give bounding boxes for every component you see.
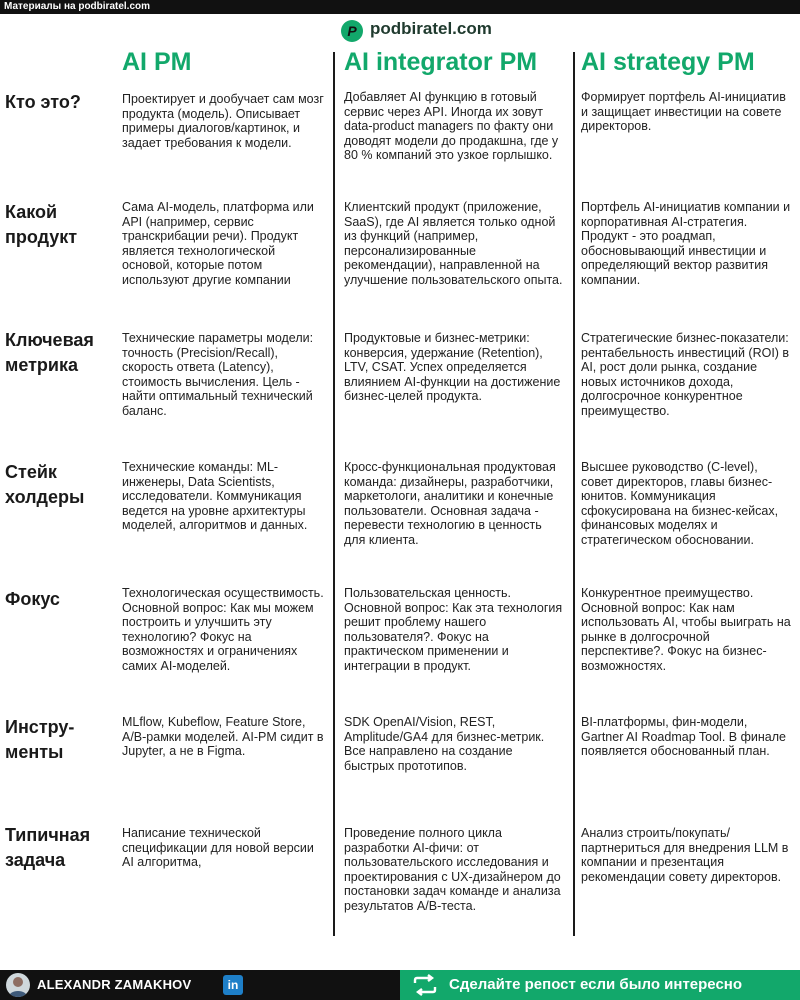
row-label-task: Типичная задача: [5, 825, 91, 870]
cell-stakeholders-ai-pm: Технические команды: ML-инженеры, Data Scientists, исследователи. Коммуникация ведется на уровне архитектуры моделей, алгоритмов и данных.: [122, 460, 308, 533]
cell-stakeholders-strategy: Высшее руководство (C-level), совет директоров, главы бизнес-юнитов. Коммуникация сфокусирована на бизнес-кейсах, финансовых моделях и стратегическом обосновании.: [581, 460, 779, 547]
column-divider: [573, 52, 575, 936]
podbiratel-logo-icon: [341, 20, 363, 42]
top-banner: [0, 0, 800, 14]
cell-who-strategy: Формирует портфель AI-инициатив и защищает инвестиции на совете директоров.: [581, 90, 786, 134]
row-label-focus: Фокус: [5, 589, 60, 609]
row-label-stakeholders: Стейк холдеры: [5, 462, 85, 507]
cell-task-integrator: Проведение полного цикла разработки AI-фичи: от пользовательского исследования и проектирования с UX-дизайнером до постановки задач команде и анализа результатов A/B-теста.: [344, 826, 561, 913]
cell-product-integrator: Клиентский продукт (приложение, SaaS), где AI является только одной из функций (например, персонализированные рекомендации), направленной на улучшение пользовательского опыта.: [344, 200, 563, 287]
cell-tools-strategy: BI-платформы, фин-модели, Gartner AI Roadmap Tool. В финале появляется обоснованный план.: [581, 715, 786, 759]
cell-task-ai-pm: Написание технической спецификации для новой версии AI алгоритма,: [122, 826, 314, 870]
row-label-who: Кто это?: [5, 92, 81, 112]
logo-letter: P: [347, 23, 357, 39]
top-banner-text: Материалы на podbiratel.com: [4, 1, 151, 12]
author-name: ALEXANDR ZAMAKHOV: [37, 977, 192, 992]
repost-cta-text: Сделайте репост если было интересно: [449, 976, 743, 993]
repost-icon: [412, 974, 438, 996]
cell-product-ai-pm: Сама AI-модель, платформа или API (например, сервис транскрибации речи). Продукт является технологической основой, которые потом используют другие компании: [122, 200, 314, 287]
cell-metric-ai-pm: Технические параметры модели: точность (Precision/Recall), скорость ответа (Latency), стоимость вычисления. Цель - найти оптимальный технический баланс.: [122, 331, 314, 418]
cell-task-strategy: Анализ строить/покупать/партнериться для внедрения LLM в компании и презентация рекомендации совету директоров.: [581, 826, 789, 884]
linkedin-glyph: in: [227, 978, 239, 992]
linkedin-icon[interactable]: [223, 975, 243, 995]
brand-header: [0, 18, 800, 44]
avatar: [6, 973, 30, 997]
cell-who-ai-pm: Проектирует и дообучает сам мозг продукта (модель). Описывает примеры диалогов/картинок, и задает требования к модели.: [122, 92, 324, 150]
cell-focus-ai-pm: Технологическая осуществимость. Основной вопрос: Как мы можем построить и улучшить эту технологию? Фокус на возможностях и ограничениях самих AI-моделей.: [122, 586, 324, 673]
column-title-ai-pm: AI PM: [122, 48, 192, 76]
repost-bar[interactable]: [400, 970, 800, 1000]
author-bar: [0, 970, 400, 1000]
cell-focus-strategy: Конкурентное преимущество. Основной вопрос: Как нам использовать AI, чтобы выиграть на рынке в долгосрочной перспективе?. Фокус на бизнес-возможностях.: [581, 586, 791, 673]
cell-product-strategy: Портфель AI-инициатив компании и корпоративная AI-стратегия. Продукт - это роадмап, обосновывающий инвестиции и определяющий вектор развития компании.: [581, 200, 791, 287]
column-title-ai-integrator-pm: AI integrator PM: [344, 48, 538, 76]
row-label-metric: Ключевая метрика: [5, 330, 94, 375]
row-label-product: Какой продукт: [5, 202, 78, 247]
cell-metric-strategy: Стратегические бизнес-показатели: рентабельность инвестиций (ROI) в AI, рост доли рынка, создание новых источников дохода, долгосрочное конкурентное преимущество.: [581, 331, 790, 418]
cell-focus-integrator: Пользовательская ценность. Основной вопрос: Как эта технология решит проблему нашего пользователя?. Фокус на практическом применении и интеграции в продукт.: [344, 586, 563, 673]
brand-name: podbiratel.com: [370, 19, 492, 38]
cell-who-integrator: Добавляет AI функцию в готовый сервис через API. Иногда их зовут data-product managers по факту они доводят модели до продакшна, где у 80 % компаний это узкое горлышко.: [344, 90, 559, 163]
row-label-tools: Инстру-менты: [5, 717, 75, 762]
column-title-ai-strategy-pm: AI strategy PM: [581, 48, 755, 76]
cell-tools-integrator: SDK OpenAI/Vision, REST, Amplitude/GA4 для бизнес-метрик. Все направлено на создание быстрых прототипов.: [344, 715, 545, 773]
cell-tools-ai-pm: MLflow, Kubeflow, Feature Store, A/B-рамки моделей. AI-PM сидит в Jupyter, а не в Figma.: [122, 715, 324, 759]
cell-stakeholders-integrator: Кросс-функциональная продуктовая команда: дизайнеры, разработчики, маркетологи, аналитики и конечные пользователи. Основная задача - перевести технологию в ценность для клиента.: [344, 460, 556, 547]
column-divider: [333, 52, 335, 936]
cell-metric-integrator: Продуктовые и бизнес-метрики: конверсия, удержание (Retention), LTV, CSAT. Успех определяется влиянием AI-функции на достижение бизнес-целей продукта.: [344, 331, 561, 404]
